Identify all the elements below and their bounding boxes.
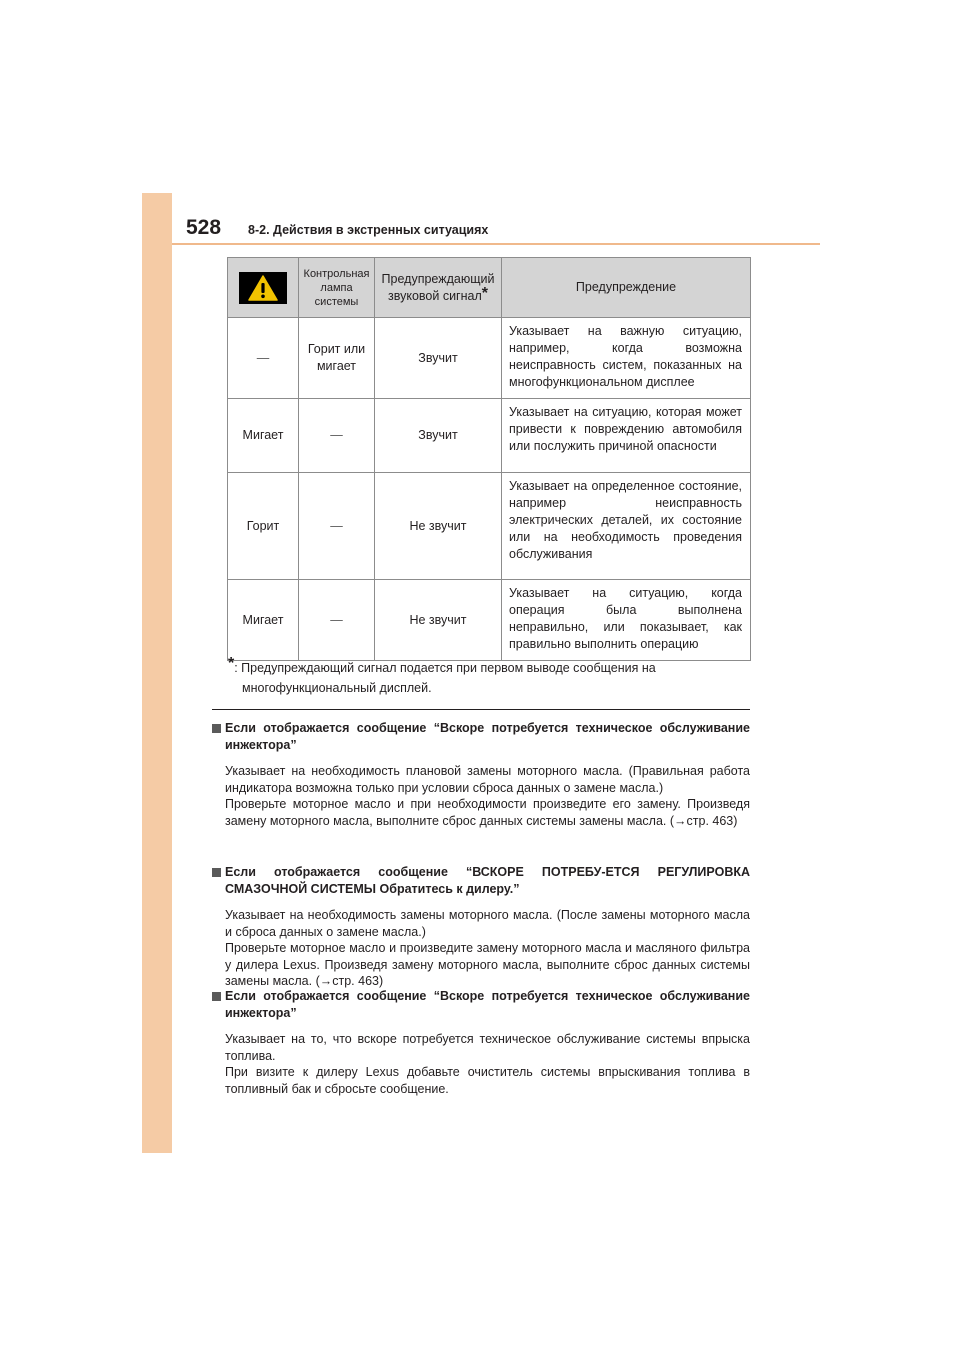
square-bullet-icon <box>212 992 221 1001</box>
row-buzzer: Не звучит <box>375 473 502 580</box>
row-description: Указывает на важную ситуацию, например, когда возможна неисправность систем, показанных на многофункциональном дисплее <box>502 318 751 399</box>
square-bullet-icon <box>212 868 221 877</box>
section-title: 8-2. Действия в экстренных ситуациях <box>248 223 489 237</box>
footnote-marker: * <box>228 655 235 672</box>
header-lamp-line: системы <box>314 295 359 308</box>
row-indicator: — <box>228 318 299 399</box>
info-section <box>212 720 750 829</box>
info-section-heading-text: Если отображается сообщение “Вскоре потребуется техническое обслуживание инжектора” <box>225 721 750 752</box>
info-paragraph: Указывает на то, что вскоре потребуется техническое обслуживание системы впрыска топлива. <box>225 1032 750 1063</box>
header-lamp <box>299 258 375 318</box>
info-section-heading-text: Если отображается сообщение “ВСКОРЕ ПОТРЕБУ-ЕТСЯ РЕГУЛИРОВКА СМАЗОЧНОЙ СИСТЕМЫ Обратитесь к дилеру.” <box>225 865 750 896</box>
table-footnote <box>228 655 748 698</box>
row-lamp: — <box>299 399 375 473</box>
header-buzzer-line: Предупреждающий <box>381 271 495 286</box>
warning-table-header <box>228 258 751 318</box>
row-description: Указывает на определенное состояние, например неисправность электрических деталей, их состояние или на необходимость проведения обслуживания <box>502 473 751 580</box>
info-section <box>212 864 750 990</box>
info-section-heading <box>212 988 750 1022</box>
header-buzzer-line: звуковой сигнал <box>388 288 482 303</box>
info-section-body <box>212 907 750 990</box>
warning-table <box>227 257 751 661</box>
footnote-marker: * <box>481 284 488 302</box>
header-lamp-line: лампа <box>320 281 353 294</box>
warning-triangle-icon <box>239 272 287 304</box>
header-lamp-line: Контрольная <box>303 267 370 280</box>
header-warning: Предупреждение <box>502 258 751 318</box>
chapter-side-band <box>142 193 172 1153</box>
row-indicator: Мигает <box>228 580 299 661</box>
header-indicator-icon-cell <box>228 258 299 318</box>
row-description: Указывает на ситуацию, когда операция была выполнена неправильно, или показывает, как правильно выполнить операцию <box>502 580 751 661</box>
page-number: 528 <box>186 216 222 239</box>
info-paragraph: Проверьте моторное масло и произведите замену моторного масла и масляного фильтра у дилера Lexus. Произведя замену моторного масла, выполните сброс данных системы замены масла. (→стр. 463) <box>225 941 750 988</box>
section-divider <box>212 709 750 710</box>
table-row <box>228 473 751 580</box>
table-row <box>228 580 751 661</box>
row-buzzer: Звучит <box>375 399 502 473</box>
info-paragraph: Указывает на необходимость замены моторного масла. (После замены моторного масла и сброса данных о замене масла.) <box>225 908 750 939</box>
header-buzzer <box>375 258 502 318</box>
square-bullet-icon <box>212 724 221 733</box>
table-row <box>228 318 751 399</box>
footnote-text: : Предупреждающий сигнал подается при первом выводе сообщения на <box>234 661 656 675</box>
row-description: Указывает на ситуацию, которая может привести к повреждению автомобиля или послужить причиной опасности <box>502 399 751 473</box>
info-paragraph: Указывает на необходимость плановой замены моторного масла. (Правильная работа индикатора возможна только при условии сброса данных о замене масла.) <box>225 764 750 795</box>
info-section-body <box>212 1031 750 1097</box>
info-section-heading <box>212 864 750 898</box>
info-section-heading <box>212 720 750 754</box>
row-indicator: Горит <box>228 473 299 580</box>
info-section-heading-text: Если отображается сообщение “Вскоре потребуется техническое обслуживание инжектора” <box>225 989 750 1020</box>
table-row <box>228 399 751 473</box>
footnote-text-continued: многофункциональный дисплей. <box>242 681 432 695</box>
row-indicator: Мигает <box>228 399 299 473</box>
row-lamp: — <box>299 580 375 661</box>
info-paragraph: Проверьте моторное масло и при необходимости произведите его замену. Произведя замену моторного масла, выполните сброс данных системы замены масла. (→стр. 463) <box>225 797 750 828</box>
row-lamp: Горит или мигает <box>299 318 375 399</box>
info-section <box>212 988 750 1097</box>
row-buzzer: Звучит <box>375 318 502 399</box>
info-paragraph: При визите к дилеру Lexus добавьте очиститель системы впрыскивания топлива в топливный бак и сбросьте сообщение. <box>225 1065 750 1096</box>
info-section-body <box>212 763 750 829</box>
header-rule <box>172 243 820 245</box>
row-buzzer: Не звучит <box>375 580 502 661</box>
row-lamp: — <box>299 473 375 580</box>
